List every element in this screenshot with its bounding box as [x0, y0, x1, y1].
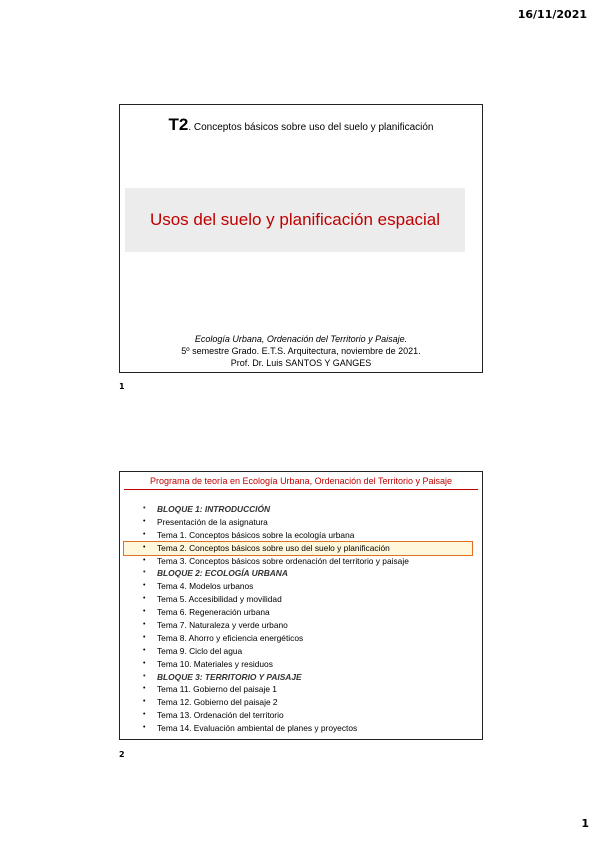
syllabus-item [140, 516, 472, 529]
syllabus-item-text: Tema 2. Conceptos básicos sobre uso del suelo y planificación [157, 542, 390, 553]
syllabus-item-text: Tema 1. Conceptos básicos sobre la ecología urbana [157, 529, 355, 540]
page-number: 1 [581, 817, 589, 830]
syllabus-item-text: Tema 14. Evaluación ambiental de planes y proyectos [157, 723, 358, 734]
syllabus-item-text: BLOQUE 1: INTRODUCCIÓN [157, 504, 271, 514]
syllabus-item-text: BLOQUE 3: TERRITORIO Y PAISAJE [157, 671, 302, 682]
professor-name: Prof. Dr. Luis SANTOS Y GANGES [230, 358, 372, 368]
syllabus-item [140, 696, 472, 709]
bullet-icon: • [143, 569, 146, 577]
topic-subtitle: . Conceptos básicos sobre uso del suelo y planificación [188, 122, 434, 133]
syllabus-item-current [124, 542, 472, 555]
bullet-icon: • [143, 659, 146, 667]
syllabus-block-heading [140, 503, 472, 516]
syllabus-item [140, 722, 472, 735]
bullet-icon: • [143, 505, 146, 512]
syllabus-item-text: Tema 10. Materiales y residuos [157, 658, 273, 669]
syllabus-item-text: Tema 6. Regeneración urbana [157, 607, 270, 618]
syllabus-item [140, 593, 472, 606]
syllabus-item-text: Tema 8. Ahorro y eficiencia energéticos [157, 632, 304, 643]
bullet-icon: • [143, 543, 146, 551]
page-date: 16/11/2021 [517, 8, 587, 21]
slide-2 [119, 471, 483, 740]
slide-1-footer [120, 333, 482, 369]
slide-1-header [120, 115, 482, 135]
title-band [125, 188, 465, 252]
bullet-icon: • [143, 646, 146, 654]
syllabus-block-heading [140, 567, 472, 580]
syllabus-item-text: Tema 5. Accesibilidad y movilidad [157, 594, 282, 605]
syllabus-item [140, 606, 472, 619]
syllabus-item-text: Tema 11. Gobierno del paisaje 1 [157, 684, 277, 695]
syllabus-item [140, 683, 472, 696]
syllabus-item [140, 645, 472, 658]
bullet-icon: • [143, 672, 146, 680]
syllabus-item [140, 709, 472, 722]
course-name: Ecología Urbana, Ordenación del Territorio y Paisaje. [194, 334, 408, 344]
syllabus-item [140, 658, 472, 671]
syllabus-item [140, 632, 472, 645]
syllabus-item-text: Tema 4. Modelos urbanos [157, 581, 254, 592]
slide-2-title: Programa de teoría en Ecología Urbana, Ordenación del Territorio y Paisaje [149, 476, 452, 486]
syllabus-block-heading [140, 671, 472, 684]
bullet-icon: • [143, 595, 146, 603]
syllabus-item [140, 580, 472, 593]
bullet-icon: • [143, 556, 146, 564]
slide-2-number: 2 [119, 750, 125, 759]
syllabus-item [140, 619, 472, 632]
syllabus-item-text: BLOQUE 2: ECOLOGÍA URBANA [157, 568, 288, 579]
bullet-icon: • [143, 517, 146, 525]
syllabus-item-text: Tema 3. Conceptos básicos sobre ordenación del territorio y paisaje [157, 555, 409, 566]
syllabus-item [140, 529, 472, 542]
slide-1-title: Usos del suelo y planificación espacial [149, 210, 441, 229]
semester-info: 5º semestre Grado. E.T.S. Arquitectura, noviembre de 2021. [181, 346, 421, 356]
bullet-icon: • [143, 698, 146, 706]
bullet-icon: • [143, 608, 146, 616]
topic-code: T2 [168, 115, 189, 134]
syllabus-item-text: Tema 9. Ciclo del agua [157, 645, 243, 656]
bullet-icon: • [143, 711, 146, 719]
syllabus-item [140, 555, 472, 568]
syllabus-item-text: Tema 7. Naturaleza y verde urbano [157, 620, 288, 631]
bullet-icon: • [143, 582, 146, 590]
slide-1-number: 1 [119, 382, 125, 391]
bullet-icon: • [143, 633, 146, 641]
syllabus-item-text: Tema 13. Ordenación del territorio [157, 710, 284, 721]
title-divider [124, 489, 478, 490]
syllabus-item-text: Presentación de la asignatura [157, 516, 268, 527]
bullet-icon: • [143, 621, 146, 629]
bullet-icon: • [143, 724, 146, 732]
syllabus-list [140, 503, 472, 735]
slide-1 [119, 104, 483, 373]
bullet-icon: • [143, 685, 146, 693]
syllabus-item-text: Tema 12. Gobierno del paisaje 2 [157, 697, 278, 708]
bullet-icon: • [143, 530, 146, 538]
